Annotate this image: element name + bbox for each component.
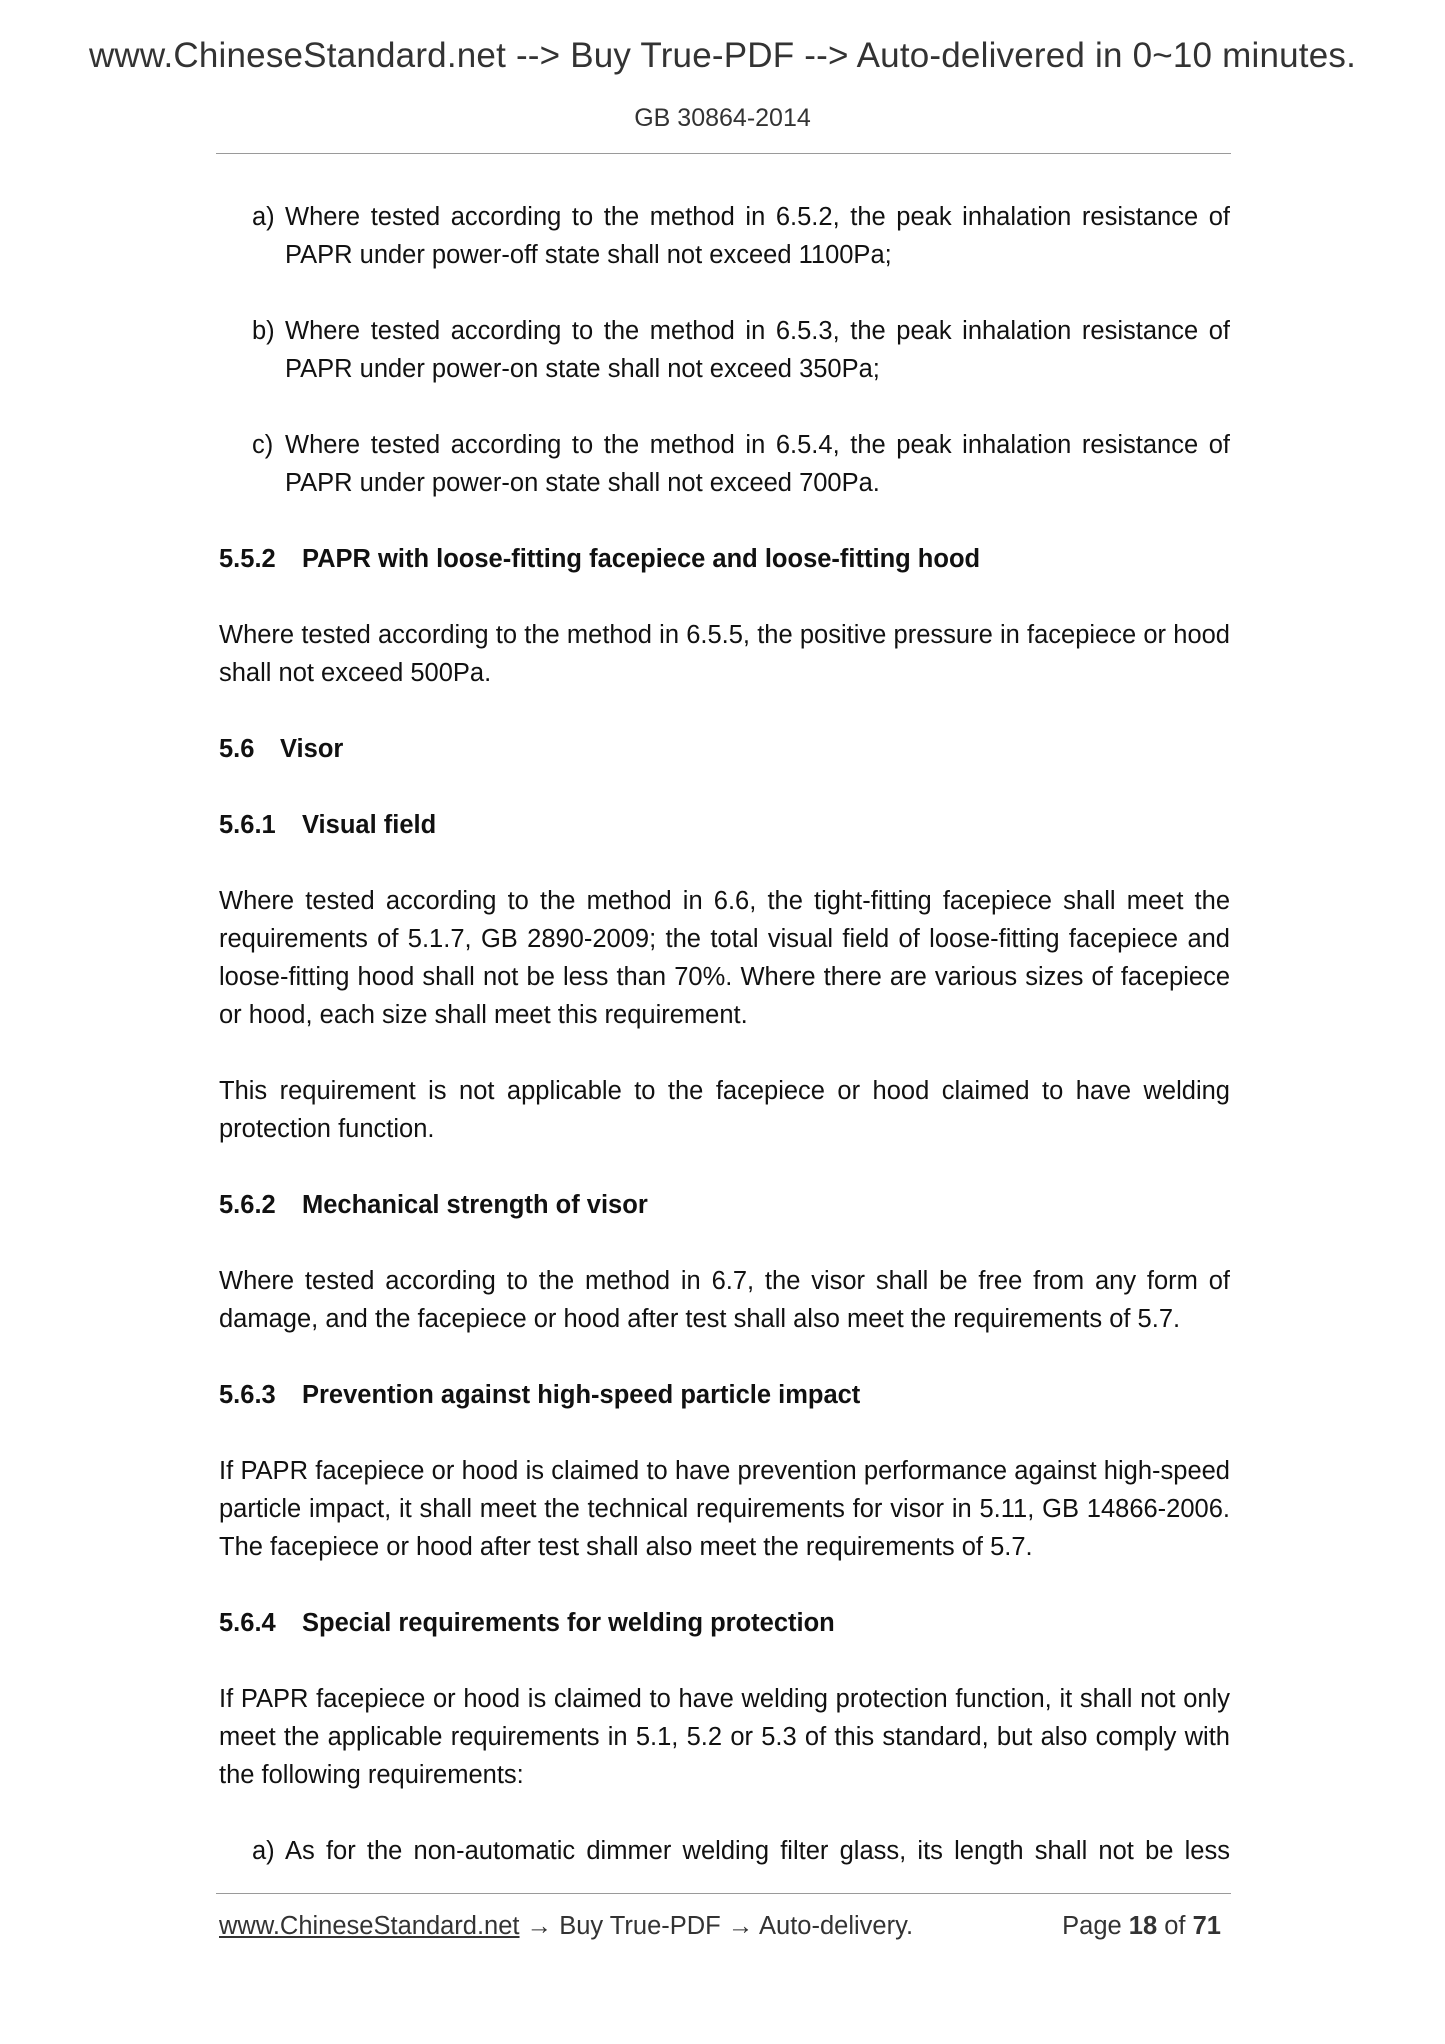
list-item-text: Where tested according to the method in 6.5.2, the peak inhalation resistance of PAPR under power-off state shall not exceed 1100Pa; [285,203,1230,269]
page-of-label: of [1164,1912,1186,1940]
list-item-c [219,426,1230,502]
section-title: Visual field [302,811,437,839]
page-content [219,198,1230,1870]
list-marker: c) [252,431,274,459]
footer-buy-text: Buy True-PDF [559,1912,721,1940]
section-heading-5-5-2 [219,540,1230,578]
section-heading-5-6-2 [219,1186,1230,1224]
page-total: 71 [1192,1912,1221,1940]
section-number: 5.6.1 [219,811,276,839]
list-item-text: Where tested according to the method in 6.5.4, the peak inhalation resistance of PAPR under power-on state shall not exceed 700Pa. [285,431,1230,497]
section-title: Mechanical strength of visor [302,1191,648,1219]
section-number: 5.6.4 [219,1609,276,1637]
section-number: 5.6.2 [219,1191,276,1219]
section-heading-5-6-3 [219,1376,1230,1414]
paragraph: If PAPR facepiece or hood is claimed to have welding protection function, it shall not only meet the applicable requirements in 5.1, 5.2 or 5.3 of this standard, but also comply with the following requirements: [219,1685,1230,1789]
list-item-a [219,198,1230,274]
section-heading-5-6-1 [219,806,1230,844]
arrow-icon: → [526,1912,553,1940]
footer-divider [216,1893,1231,1894]
page-label: Page [1062,1912,1122,1940]
paragraph: Where tested according to the method in 6.6, the tight-fitting facepiece shall meet the requirements of 5.1.7, GB 2890-2009; the total visual field of loose-fitting facepiece and loose-fitting hood shall not be less than 70%. Where there are various sizes of facepiece or hood, each size shall meet this requirement. [219,887,1230,1029]
section-title: Visor [280,735,344,763]
footer-site-link[interactable]: www.ChineseStandard.net [219,1912,520,1940]
section-number: 5.6.3 [219,1381,276,1409]
list-marker: b) [252,317,275,345]
section-title: PAPR with loose-fitting facepiece and loose-fitting hood [302,545,981,573]
page-footer [219,1912,1231,1941]
section-title: Special requirements for welding protection [302,1609,835,1637]
header-divider [216,153,1231,154]
paragraph: Where tested according to the method in 6.5.5, the positive pressure in facepiece or hood shall not exceed 500Pa. [219,621,1230,687]
section-title: Prevention against high-speed particle impact [302,1381,861,1409]
arrow-icon: → [727,1912,754,1940]
paragraph: If PAPR facepiece or hood is claimed to have prevention performance against high-speed particle impact, it shall meet the technical requirements for visor in 5.11, GB 14866-2006. The facepiece or hood after test shall also meet the requirements of 5.7. [219,1457,1230,1561]
list-item-text: As for the non-automatic dimmer welding filter glass, its length shall not be less [285,1837,1230,1865]
paragraph: This requirement is not applicable to the facepiece or hood claimed to have welding protection function. [219,1077,1230,1143]
section-number: 5.6 [219,735,255,763]
list-item-b [219,312,1230,388]
top-banner: www.ChineseStandard.net --> Buy True-PDF --> Auto-delivered in 0~10 minutes. [88,36,1357,75]
section-heading-5-6 [219,730,1230,768]
list-marker: a) [252,203,275,231]
footer-delivery-text: Auto-delivery. [759,1912,914,1940]
list-item-a [219,1832,1230,1870]
list-item-text: Where tested according to the method in 6.5.3, the peak inhalation resistance of PAPR under power-on state shall not exceed 350Pa; [285,317,1230,383]
list-marker: a) [252,1837,275,1865]
section-heading-5-6-4 [219,1604,1230,1642]
section-number: 5.5.2 [219,545,276,573]
paragraph: Where tested according to the method in 6.7, the visor shall be free from any form of damage, and the facepiece or hood after test shall also meet the requirements of 5.7. [219,1267,1230,1333]
page-current: 18 [1128,1912,1158,1940]
standard-code: GB 30864-2014 [634,104,811,132]
page-number [1062,1912,1221,1941]
